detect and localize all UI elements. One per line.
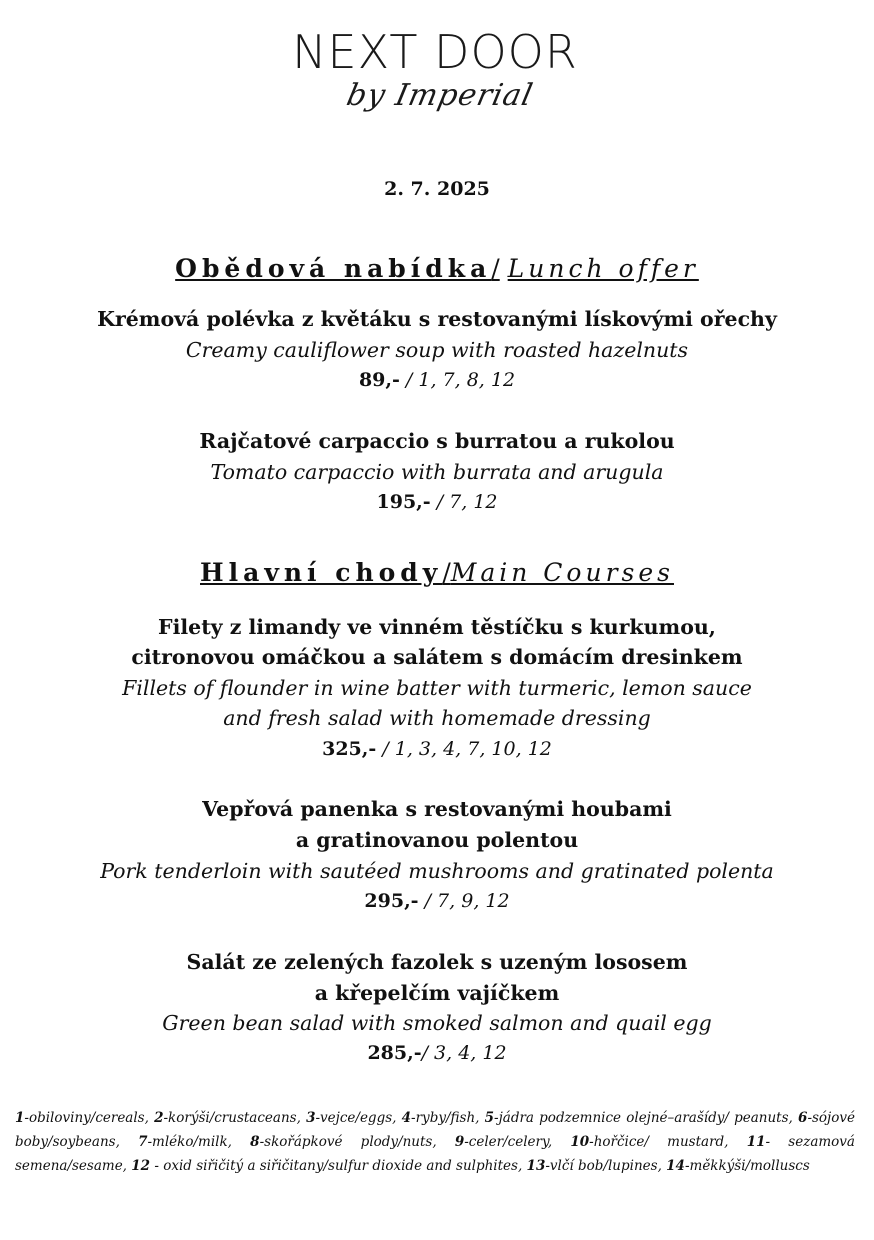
allergen-text: -vejce/eggs, — [315, 1110, 402, 1126]
lunch-heading — [0, 254, 874, 283]
allergen-number: 14 — [666, 1158, 685, 1174]
dish-price — [0, 738, 874, 760]
allergen-number: 1 — [15, 1110, 25, 1126]
menu-date: 2. 7. 2025 — [384, 178, 490, 200]
dish-name-en: Fillets of flounder in wine batter with turmeric, lemon sauce — [122, 676, 752, 700]
price-value: 295,- — [364, 890, 419, 912]
allergen-number: 3 — [306, 1110, 316, 1126]
dish-name-en: Tomato carpaccio with burrata and arugula — [210, 460, 664, 484]
allergen-text: -korýši/crustaceans, — [163, 1110, 307, 1126]
price-value: 89,- — [358, 369, 400, 391]
logo-name: NEXT DOOR — [292, 25, 578, 79]
allergen-text: -vlčí bob/lupines, — [545, 1158, 667, 1174]
lunch-heading-sep: / — [491, 254, 500, 283]
dish-name-en: Green bean salad with smoked salmon and quail egg — [162, 1011, 712, 1035]
dish-price — [0, 890, 874, 912]
allergen-number: 11 — [746, 1134, 766, 1150]
dish-name-cz: Filety z limandy ve vinném těstíčku s kurkumou, — [158, 615, 716, 639]
allergen-number: 5 — [484, 1110, 495, 1126]
allergen-legend — [15, 1106, 855, 1178]
allergen-number: 12 — [131, 1158, 151, 1174]
allergen-codes: / 3, 4, 12 — [421, 1042, 507, 1064]
allergen-text: - oxid siřičitý a siřičitany/sulfur dioxide and sulphites, — [150, 1158, 527, 1174]
allergen-text: -skořápkové plody/nuts, — [259, 1134, 455, 1150]
dish-name-cz: Salát ze zelených fazolek s uzeným lososem — [186, 950, 688, 974]
allergen-number: 6 — [798, 1110, 808, 1126]
lunch-heading-en: Lunch offer — [507, 254, 699, 283]
allergen-codes: / 1, 7, 8, 12 — [399, 369, 516, 391]
logo-subtitle: by Imperial — [343, 78, 537, 113]
allergen-number: 4 — [401, 1110, 412, 1126]
dish-name-cz: a křepelčím vajíčkem — [314, 981, 560, 1005]
dish-name-cz: a gratinovanou polentou — [295, 828, 579, 852]
allergen-text: -celer/celery, — [464, 1134, 571, 1150]
allergen-number: 9 — [454, 1134, 465, 1150]
allergen-text: -jádra podzemnice olejné–arašídy/ peanuts, — [494, 1110, 799, 1126]
main-heading-en: Main Courses — [450, 558, 674, 587]
allergen-text: -ryby/fish, — [411, 1110, 485, 1126]
allergen-text: -mléko/milk, — [147, 1134, 251, 1150]
allergen-number: 2 — [154, 1110, 164, 1126]
main-heading — [0, 558, 874, 587]
allergen-codes: / 7, 9, 12 — [418, 890, 510, 912]
dish-name-cz: Krémová polévka z květáku s restovanými lískovými ořechy — [97, 307, 777, 331]
dish-price — [0, 1042, 874, 1064]
dish-name-cz: citronovou omáčkou a salátem s domácím dresinkem — [131, 645, 743, 669]
allergen-codes: / 7, 12 — [430, 491, 498, 513]
dish-name-en: and fresh salad with homemade dressing — [223, 706, 651, 730]
dish-price — [0, 491, 874, 513]
price-value: 285,- — [367, 1042, 422, 1064]
allergen-text: -obiloviny/cereals, — [24, 1110, 155, 1126]
allergen-text: -sójové boby/soybeans, — [15, 1110, 855, 1150]
allergen-text: - sezamová semena/sesame, — [15, 1134, 855, 1174]
logo — [290, 26, 580, 158]
allergen-text: -hořčice/ mustard, — [589, 1134, 747, 1150]
price-value: 325,- — [322, 738, 377, 760]
main-heading-sep: / — [442, 558, 451, 587]
allergen-number: 10 — [570, 1134, 590, 1150]
main-heading-cz: Hlavní chody — [200, 558, 443, 587]
lunch-heading-cz: Obědová nabídka — [175, 254, 492, 283]
dish-name-en: Creamy cauliflower soup with roasted hazelnuts — [185, 338, 689, 362]
allergen-number: 8 — [250, 1134, 260, 1150]
dish-name-cz: Vepřová panenka s restovanými houbami — [202, 797, 672, 821]
allergen-number: 13 — [526, 1158, 546, 1174]
dish-price — [0, 369, 874, 391]
allergen-codes: / 1, 3, 4, 7, 10, 12 — [376, 738, 552, 760]
price-value: 195,- — [376, 491, 431, 513]
dish-name-cz: Rajčatové carpaccio s burratou a rukolou — [199, 429, 675, 453]
allergen-number: 7 — [138, 1134, 148, 1150]
allergen-text: -měkkýši/molluscs — [684, 1158, 810, 1174]
dish-name-en: Pork tenderloin with sautéed mushrooms and gratinated polenta — [100, 859, 774, 883]
